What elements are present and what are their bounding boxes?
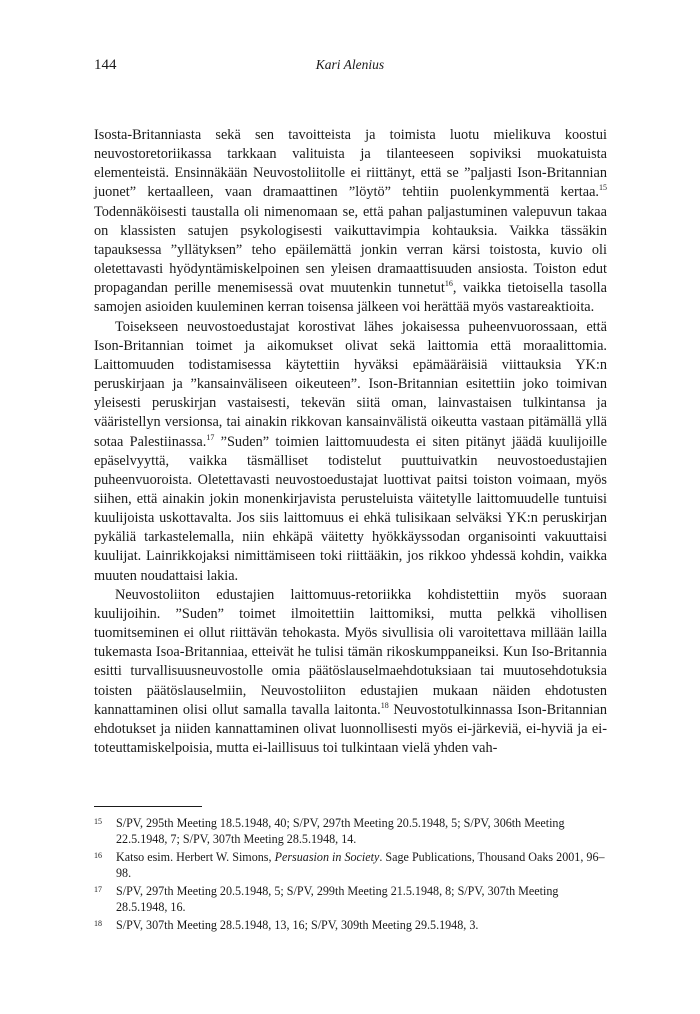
footnote-text: S/PV, 297th Meeting 20.5.1948, 5; S/PV, 299th Meeting 21.5.1948, 8; S/PV, 307th Meeting 28.5.1948, 16. <box>116 884 559 914</box>
footnote-text-part: . Sage Publications, Thousand Oaks 2001, 96–98. <box>116 850 605 880</box>
footnotes <box>94 815 607 935</box>
footnote-ref: 15 <box>599 183 607 193</box>
footnote-ref: 17 <box>206 432 215 442</box>
paragraph-text: Isosta-Britanniasta sekä sen tavoitteista ja toimista luotu mielikuva koostui neuvostoretoriikassa tarkkaan valituista ja tilanteeseen sopiviksi muokatuista elementeistä. Ensinnäkään Neuvostoliitolle ei riittänyt, että se ”paljasti Ison-Britannian juonet” kertaalleen, vaan dramaattinen ”löytö” tehtiin puolenkymmentä kertaa. <box>94 127 607 201</box>
footnote-18 <box>94 917 607 933</box>
paragraph-3 <box>94 586 607 758</box>
body-text <box>94 126 607 758</box>
footnote-number: 16 <box>94 851 102 860</box>
footnote-divider <box>94 806 202 807</box>
book-title: Persuasion in Society <box>274 850 380 864</box>
footnote-16 <box>94 849 607 881</box>
footnote-text: S/PV, 307th Meeting 28.5.1948, 13, 16; S/PV, 309th Meeting 29.5.1948, 3. <box>116 918 479 932</box>
paragraph-text: Toisekseen neuvostoedustajat korostivat lähes jokaisessa puheenvuorossaan, että Ison-Britannian toimet ja aikomukset olivat sekä laittomia että moraalittomia. Laittomuuden todistamisessa käytettiin hyväksi epämääräisiä viittauksia YK:n peruskirjaan ja ”kansainväliseen oikeuteen”. Ison-Britannian esitettiin joko toimivan yleisesti peruskirjan vastaisesti, tekevän siitä oman, lainvastaisen tulkintansa ja vääristellyn versionsa, tai ainakin rikkovan kansainvälistä oikeutta vastaan pitämällä yllä sotaa Palestiinassa. <box>94 318 607 450</box>
footnote-ref: 16 <box>444 279 453 289</box>
footnote-text <box>116 850 605 880</box>
paragraph-text: Todennäköisesti taustalla oli nimenomaan se, että pahan paljastuminen valepuvun takaa on klassisten satujen psykologisesti vaikuttavimpia kohtauksia. Vaikka tässäkin tapauksessa ”yllätyksen” teho epäilemättä jonkin verran kärsi toistosta, kuvio oli oletettavasti hyödyntämiskelpoinen sen yleisen dramaattisuuden ansiosta. Toiston edut propagandan perille menemisessä ovat muutenkin tunnetut <box>94 203 607 297</box>
paragraph-text: ”Suden” toimien laittomuudesta ei siten pitänyt jäädä kuulijoille epäselvyyttä, vaikka täsmälliset todistelut puuttuivatkin neuvostoedustajien puheenvuoroista. Oletettavasti neuvostoedustajat luottivat paitsi toiston voimaan, myös siihen, että ainakin jokin monenkirjavista perusteluista väitetylle laittomuudelle tuntuisi kuulijoista uskottavalta. Jos siis laittomuus ei ehkä tulisikaan selväksi YK:n peruskirjan pykäliä tarkastelemalla, niin ehkäpä väitetty hyökkäyssodan organisointi vakuuttaisi kuulijat. Lainrikkojaksi nimittämiseen toki riittääkin, jos rikkoo yhdessä kohdin, vaikka muuten noudattaisi lakia. <box>94 433 608 584</box>
footnote-number: 15 <box>94 817 102 826</box>
footnote-text: S/PV, 295th Meeting 18.5.1948, 40; S/PV, 297th Meeting 20.5.1948, 5; S/PV, 306th Meeting 22.5.1948, 7; S/PV, 307th Meeting 28.5.1948, 14. <box>116 816 565 846</box>
footnote-ref: 18 <box>380 700 389 710</box>
paragraph-text: Neuvostoliiton edustajien laittomuus-retoriikka kohdistettiin myös suoraan kuulijoihin. ”Suden” toimet ilmoitettiin laittomiksi, mutta pelkkä vihollisen tuomitseminen ei ollut riittävän tehokasta. Myös sivullisia oli varoitettava millään lailla tukemasta Isoa-Britanniaa, etteivät he tulisi tämän rikoskumppaneiksi. Kun Iso-Britannia esitti turvallisuusneuvostolle omia päätöslauselmaehdotuksiaan tai muutosehdotuksia toisten päätöslauselmiin, Neuvostoliiton edustajien mukaan näiden ehdotusten kannattaminen olisi ollut samalla tavalla laitonta. <box>94 586 607 718</box>
footnote-number: 18 <box>94 919 102 928</box>
footnote-number: 17 <box>94 885 102 894</box>
footnote-15 <box>94 815 607 847</box>
footnote-text-part: Katso esim. Herbert W. Simons, <box>116 850 275 864</box>
running-head-author: Kari Alenius <box>315 57 385 72</box>
paragraph-1 <box>94 126 607 318</box>
paragraph-2 <box>94 318 607 586</box>
page-number: 144 <box>94 57 117 73</box>
paragraph-text: Neuvostotulkinnassa Ison-Britannian ehdotukset ja niiden kannattaminen olivat luonnollisesti myös ei-järkeviä, ei-hyviä ja ei-toteuttamiskelpoisia, mutta ei-laillisuus toi tulkintaan vielä yhden vah- <box>94 701 607 756</box>
paragraph-text: , vaikka tietoisella tasolla samojen asioiden kuuleminen kerran toisensa jälkeen voi herättää myös vastareaktioita. <box>94 280 607 316</box>
footnote-17 <box>94 883 607 915</box>
